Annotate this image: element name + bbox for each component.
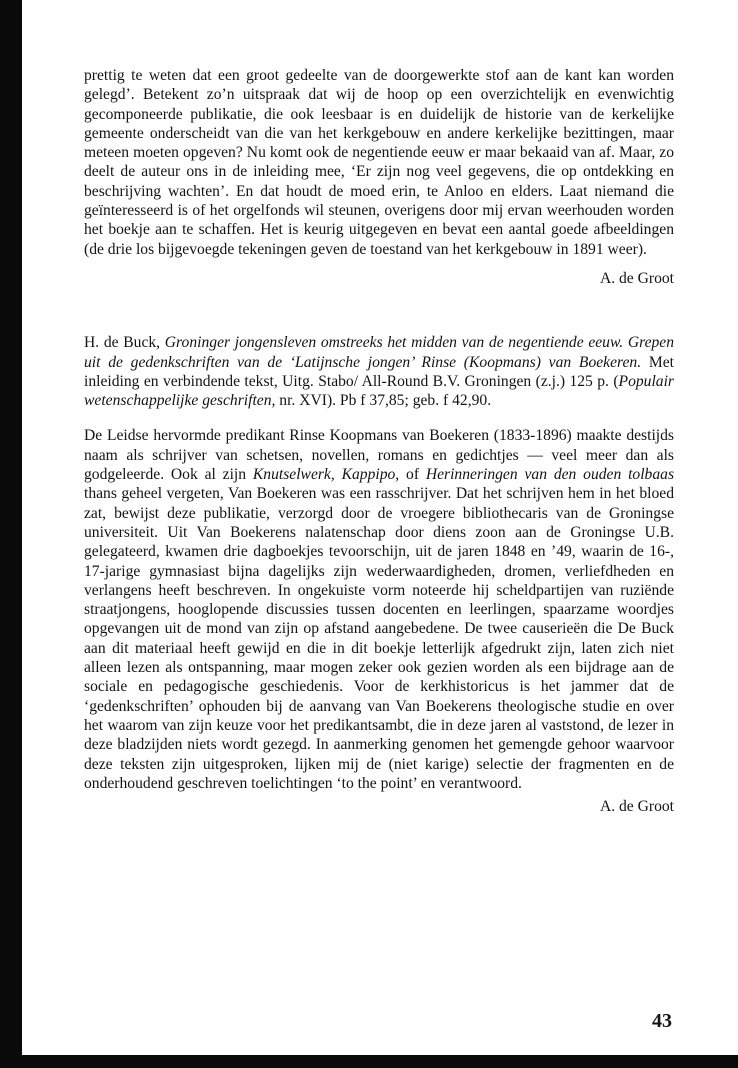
- page-content: [84, 66, 674, 816]
- citation-price: nr. XVI). Pb f 37,85; geb. f 42,90.: [275, 392, 492, 410]
- review1-signature: A. de Groot: [599, 269, 674, 287]
- page-number: 43: [652, 1010, 672, 1032]
- review2-body-part1: De Leidse hervormde predikant Rinse Koopmans van Boekeren (1833-1896) maakte destijds naam als schrijver van schetsen, novellen, romans en gedichtjes — veel meer dan als godgeleerde. Ook al zijn: [84, 427, 674, 484]
- review2-signature: A. de Groot: [599, 798, 674, 816]
- scan-edge-bottom: [0, 1055, 738, 1068]
- review1-text: prettig te weten dat een groot gedeelte van de doorgewerkte stof aan de kant kan worden gelegd’. Betekent zo’n uitspraak dat wij de hoop op een overzichtelijk en evenwichtig gecomponeerde publikatie, die ook leesbaar is en duidelijk de historie van de kerkelijke gemeente onderscheidt van die van het kerkgebouw en andere kerkelijke bezittingen, maar meteen moeten opgeven? Nu komt ook de negentiende eeuw er maar bekaaid van af. Maar, zo deelt de auteur ons in de inleiding mee, ‘Er zijn nog veel gegevens, die op ontdekking en beschrijving wachten’. En dat houdt de moed erin, te Anloo en elders. Laat niemand die geïnteresseerd is of het orgelfonds wil steunen, overigens door mij ervan weerhouden worden het boekje aan te schaffen. Het is keurig uitgegeven en bevat een aantal goede afbeeldingen (de drie los bijgevoegde tekeningen geven de toestand van het kerkgebouw in 1891 weer).: [84, 67, 674, 258]
- citation-title: Groninger jongensleven omstreeks het midden van de negentiende eeuw. Grepen uit de gedenkschriften van de ‘Latijnsche jongen’ Rinse (Koopmans) van Boekeren.: [84, 334, 675, 371]
- citation-details: Met inleiding en verbindende tekst, Uitg. Stabo/ All-Round B.V. Groningen (z.j.) 125 p. (: [84, 353, 674, 390]
- citation-author: H. de Buck,: [84, 334, 165, 352]
- review2-body-part2: of: [399, 466, 426, 484]
- citation-series: Populair wetenschappelijke geschriften,: [84, 372, 674, 410]
- review2-body-part3: thans geheel vergeten, Van Boekeren was een rasschrijver. Dat het schrijven hem in het bloed zat, bewijst deze publikatie, verzorgd door de vroegere bibliothecaris van de Groningse universiteit. Uit Van Boekerens nalatenschap door diens zoon aan de Groningse U.B. gelegateerd, kwamen drie dagboekjes tevoorschijn, uit de jaren 1848 en ’49, waarin de 16-, 17-jarige gymnasiast bijna dagelijks zijn wederwaardigheden, dromen, verliefdheden en verlangens heeft beschreven. In ongekuiste vorm noteerde hij scheldpartijen van ruziënde straatjongens, hooglopende discussies tussen docenten en leerlingen, spaarzame woordjes opgevangen uit de mond van zijn op afstand aangebedene. De twee causerieën die De Buck aan dit materiaal heeft gewijd en die in dit boekje letterlijk afgedrukt zijn, laten zich niet alleen lezen als ontspanning, maar mogen zeker ook gezien worden als een bijdrage aan de sociale en pedagogische geschiedenis. Voor de kerkhistoricus is het jammer dat de ‘gedenkschriften’ ophouden bij de aanvang van Van Boekerens theologische studie en over het waarom van zijn keuze voor het predikantsambt, die in deze jaren al vaststond, de lezer in deze bladzijden niets wordt gezegd. In aanmerking genomen het gemengde gehoor waarvoor deze teksten zijn uitgesproken, lijken mij de (niet karige) selectie der fragmenten en de onderhoudend geschreven toelichtingen ‘to the point’ en verantwoord.: [84, 485, 674, 792]
- review2-work2: Herinneringen van den ouden tolbaas: [425, 466, 675, 484]
- scan-edge-left: [0, 0, 22, 1068]
- review2-work1: Knutselwerk, Kappipo,: [252, 466, 400, 484]
- review2-body: [84, 426, 674, 793]
- review2-citation: [84, 333, 674, 410]
